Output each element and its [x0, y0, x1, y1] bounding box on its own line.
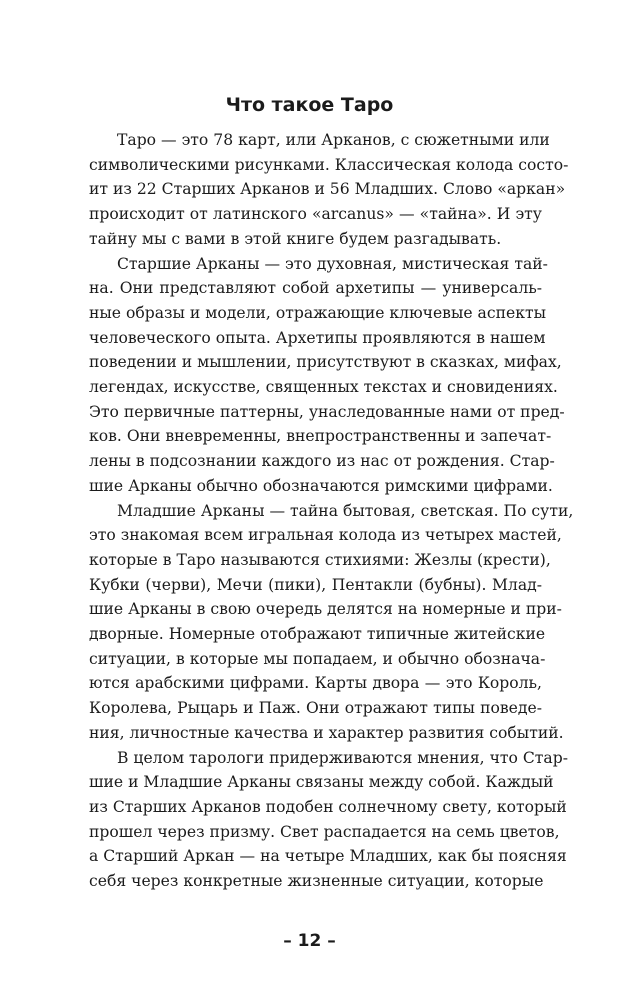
paragraph [89, 746, 568, 894]
text-line: ков. Они вневременны, внепространственны и запечат- [89, 427, 552, 446]
text-line: это знакомая всем игральная колода из четырех мастей, [89, 526, 562, 545]
text-line: Старшие Арканы — это духовная, мистическая тай- [117, 254, 548, 273]
text-line: Это первичные паттерны, унаследованные нами от пред- [89, 402, 565, 421]
text-line: Кубки (черви), Мечи (пики), Пентакли (бубны). Млад- [89, 575, 542, 594]
text-line: шие Арканы в свою очередь делятся на номерные и при- [89, 600, 562, 619]
text-line: происходит от латинского «arcanus» — «тайна». И эту [89, 205, 542, 224]
text-line: а Старший Аркан — на четыре Младших, как бы поясняя [89, 847, 567, 866]
text-line: Младшие Арканы — тайна бытовая, светская. По сути, [117, 501, 574, 520]
text-line: себя через конкретные жизненные ситуации, которые [89, 872, 544, 891]
text-line: ния, личностные качества и характер развития событий. [89, 723, 564, 742]
text-line: шие и Младшие Арканы связаны между собой. Каждый [89, 773, 554, 792]
text-line: лены в подсознании каждого из нас от рождения. Стар- [89, 452, 555, 471]
text-line: Таро — это 78 карт, или Арканов, с сюжетными или [117, 131, 550, 149]
text-line: ются арабскими цифрами. Карты двора — это Король, [89, 674, 542, 693]
page-number: – 12 – [283, 931, 336, 951]
paragraph [89, 499, 574, 746]
text-line: тайну мы с вами в этой книге будем разгадывать. [89, 229, 502, 248]
text-line: шие Арканы обычно обозначаются римскими цифрами. [89, 476, 553, 495]
text-line: символическими рисунками. Классическая колода состо- [89, 155, 569, 174]
text-line: легендах, искусстве, священных текстах и сновидениях. [89, 378, 558, 397]
text-line: ситуации, в которые мы попадаем, и обычно обознача- [89, 649, 546, 668]
paragraph [89, 252, 565, 499]
text-line: дворные. Номерные отображают типичные житейские [89, 625, 546, 644]
text-line: прошел через призму. Свет распадается на семь цветов, [89, 822, 560, 841]
paragraph [89, 128, 569, 252]
text-line: человеческого опыта. Архетипы проявляются в нашем [89, 328, 546, 347]
text-line: Королева, Рыцарь и Паж. Они отражают типы поведе- [89, 699, 542, 718]
section-heading: Что такое Таро [225, 94, 394, 116]
text-line: из Старших Арканов подобен солнечному свету, который [89, 797, 567, 816]
text-line: которые в Таро называются стихиями: Жезлы (крести), [89, 550, 551, 569]
text-line: В целом тарологи придерживаются мнения, что Стар- [117, 748, 568, 767]
body-text [89, 128, 574, 894]
text-line: на. Они представляют собой архетипы — универсаль- [89, 279, 542, 298]
text-line: поведении и мышлении, присутствуют в сказках, мифах, [89, 353, 562, 372]
text-line: ные образы и модели, отражающие ключевые аспекты [89, 303, 546, 322]
text-line: ит из 22 Старших Арканов и 56 Младших. Слово «аркан» [89, 180, 566, 199]
